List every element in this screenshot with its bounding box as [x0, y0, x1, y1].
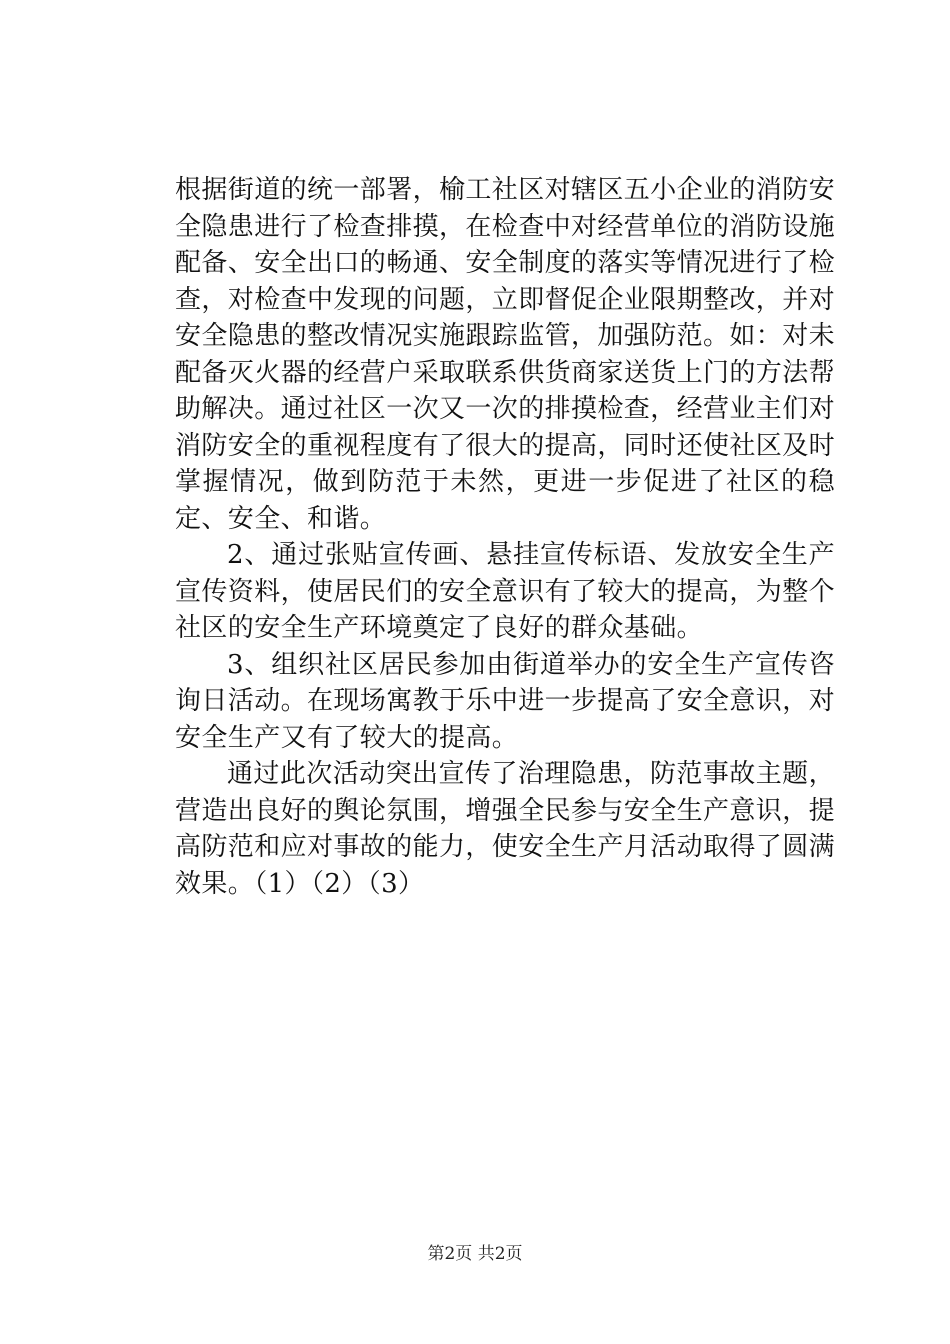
paragraph-summary: 通过此次活动突出宣传了治理隐患，防范事故主题，营造出良好的舆论氛围，增强全民参与安全生产意识，提高防范和应对事故的能力，使安全生产月活动取得了圆满效果。（1）（2）（3）: [175, 759, 836, 899]
paragraph-item-3: 3、组织社区居民参加由街道举办的安全生产宣传咨询日活动。在现场寓教于乐中进一步提高了安全意识，对安全生产又有了较大的提高。: [175, 649, 836, 753]
page-number-footer: 第2页 共2页: [427, 1244, 523, 1264]
paragraph-item-2: 2、通过张贴宣传画、悬挂宣传标语、发放安全生产宣传资料，使居民们的安全意识有了较大的提高，为整个社区的安全生产环境奠定了良好的群众基础。: [175, 540, 836, 643]
paragraph-inspection: 根据街道的统一部署，榆工社区对辖区五小企业的消防安全隐患进行了检查排摸，在检查中对经营单位的消防设施配备、安全出口的畅通、安全制度的落实等情况进行了检查，对检查中发现的问题，立即督促企业限期整改，并对安全隐患的整改情况实施跟踪监管，加强防范。如：对未配备灭火器的经营户采取联系供货商家送货上门的方法帮助解决。通过社区一次又一次的排摸检查，经营业主们对消防安全的重视程度有了很大的提高，同时还使社区及时掌握情况，做到防范于未然，更进一步促进了社区的稳定、安全、和谐。: [175, 175, 836, 534]
document-body: [175, 172, 835, 902]
